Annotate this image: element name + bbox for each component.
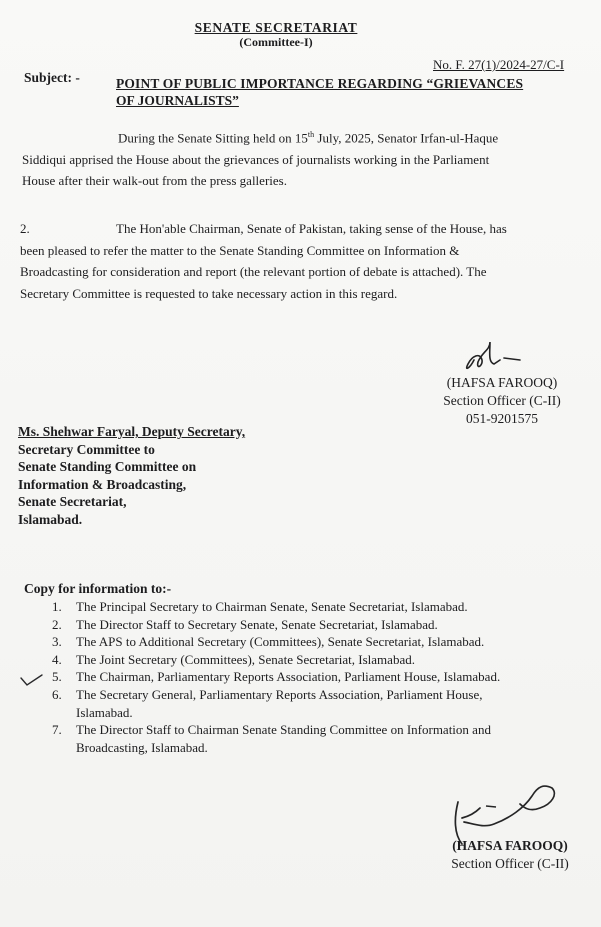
copy-item-text: The Joint Secretary (Committees), Senate Secretariat, Islamabad. bbox=[76, 651, 415, 667]
copy-item-2 bbox=[22, 616, 596, 634]
subject-label: Subject: - bbox=[24, 70, 80, 85]
signature-block-1 bbox=[422, 374, 582, 428]
para2-line2: been pleased to refer the matter to the Senate Standing Committee on Information & bbox=[20, 242, 460, 258]
org-heading: SENATE SECRETARIAT bbox=[194, 20, 358, 35]
para1-line1-a: During the Senate Sitting held on 15 bbox=[118, 130, 308, 146]
addressee-line-2: Secretary Committee to bbox=[18, 441, 155, 457]
copy-item-text: Islamabad. bbox=[76, 704, 133, 720]
signatory-title-1: Section Officer (C-II) bbox=[443, 393, 561, 408]
signature-block-2 bbox=[430, 837, 590, 873]
para1-line2: Siddiqui apprised the House about the grievances of journalists working in the Parliament bbox=[22, 151, 490, 167]
addressee-line-4: Information & Broadcasting, bbox=[18, 476, 187, 492]
copy-item-text: The Principal Secretary to Chairman Senate, Senate Secretariat, Islamabad. bbox=[76, 599, 468, 614]
copy-item-text: The Director Staff to Chairman Senate Standing Committee on Information and bbox=[76, 722, 491, 738]
file-number: No. F. 27(1)/2024-27/C-I bbox=[433, 57, 565, 72]
copy-item-text: Broadcasting, Islamabad. bbox=[76, 739, 208, 755]
copy-item-1 bbox=[22, 598, 596, 616]
committee-heading: (Committee-I) bbox=[239, 35, 313, 49]
addressee-line-3: Senate Standing Committee on bbox=[18, 459, 197, 475]
para1-line1-b: July, 2025, Senator Irfan-ul-Haque bbox=[314, 130, 499, 146]
para1-line1-sup: th bbox=[307, 130, 315, 139]
tick-mark-icon bbox=[20, 673, 44, 687]
para1-line3: House after their walk-out from the press galleries. bbox=[22, 173, 287, 189]
signatory-name-2: (HAFSA FAROOQ) bbox=[452, 838, 568, 853]
copy-item-text: The Chairman, Parliamentary Reports Association, Parliament House, Islamabad. bbox=[76, 669, 501, 685]
signatory-phone: 051-9201575 bbox=[466, 411, 538, 426]
paragraph-2 bbox=[20, 218, 590, 304]
signatory-title-2: Section Officer (C-II) bbox=[451, 856, 569, 871]
copy-heading: Copy for information to:- bbox=[24, 581, 172, 596]
copy-item-text: The Secretary General, Parliamentary Reports Association, Parliament House, bbox=[76, 686, 483, 702]
copy-list bbox=[22, 598, 596, 756]
copy-item-number: 2. bbox=[52, 616, 62, 632]
addressee-line-6: Islamabad. bbox=[18, 511, 83, 527]
copy-item-number: 6. bbox=[52, 686, 62, 702]
para2-line4: Secretary Committee is requested to take necessary action in this regard. bbox=[20, 285, 398, 301]
subject-line-2: OF JOURNALISTS” bbox=[116, 93, 239, 108]
copy-item-number: 7. bbox=[52, 722, 62, 738]
copy-item-4 bbox=[22, 651, 596, 669]
paragraph-1 bbox=[22, 124, 588, 192]
para2-line3: Broadcasting for consideration and report (the relevant portion of debate is attached). The bbox=[20, 264, 487, 279]
copy-item-5 bbox=[22, 668, 596, 686]
addressee-block bbox=[18, 423, 245, 529]
copy-item-text: The Director Staff to Secretary Senate, Senate Secretariat, Islamabad. bbox=[76, 616, 438, 632]
copy-item-number: 3. bbox=[52, 634, 62, 650]
copy-item-3 bbox=[22, 633, 596, 651]
copy-item-number: 1. bbox=[52, 599, 62, 614]
copy-item-number: 4. bbox=[52, 651, 62, 667]
para2-line1: The Hon'able Chairman, Senate of Pakistan, taking sense of the House, has bbox=[116, 221, 507, 236]
para2-number: 2. bbox=[20, 221, 30, 236]
copy-item-text: The APS to Additional Secretary (Committees), Senate Secretariat, Islamabad. bbox=[76, 634, 485, 650]
copy-item-number: 5. bbox=[52, 669, 62, 685]
signatory-name-1: (HAFSA FAROOQ) bbox=[446, 375, 558, 390]
addressee-line-5: Senate Secretariat, bbox=[18, 494, 127, 510]
copy-item-7 bbox=[22, 721, 596, 756]
copy-item-6 bbox=[22, 686, 596, 721]
addressee-line-1: Ms. Shehwar Faryal, Deputy Secretary, bbox=[18, 424, 246, 439]
subject-line-1: POINT OF PUBLIC IMPORTANCE REGARDING “GRIEVANCES bbox=[116, 76, 524, 91]
